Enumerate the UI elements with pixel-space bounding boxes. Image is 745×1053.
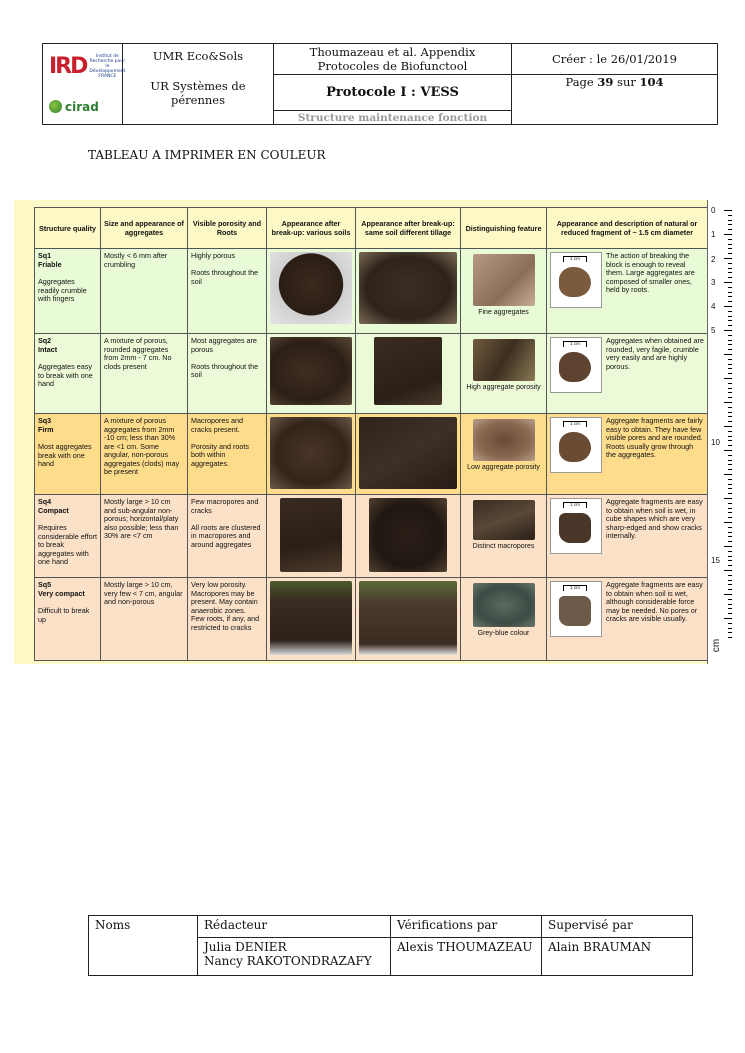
ruler-tick — [728, 277, 732, 278]
ruler-unit: cm — [711, 638, 723, 653]
ruler-tick — [728, 344, 732, 345]
author-names: Julia DENIER Nancy RAKOTONDRAZAFY — [198, 937, 391, 975]
ruler-tick — [728, 541, 732, 542]
ruler-tick — [728, 517, 732, 518]
ruler-tick — [728, 632, 732, 633]
photo-cell — [356, 495, 461, 578]
ruler-tick — [728, 464, 732, 465]
ruler-tick — [728, 584, 732, 585]
ruler-tick — [724, 474, 732, 475]
col-header: Appearance and description of natural or reduced fragment of ~ 1.5 cm diameter — [547, 208, 708, 249]
feature-cell: Low aggregate porosity — [461, 414, 547, 495]
ruler-tick — [728, 469, 732, 470]
ruler-tick — [728, 608, 732, 609]
ruler-tick — [724, 258, 732, 259]
ruler-tick — [724, 450, 732, 451]
ruler-tick — [724, 402, 732, 403]
ruler-tick — [724, 210, 732, 211]
ruler-tick — [728, 527, 732, 528]
size-cell: A mixture of porous aggregates from 2mm -10 cm; less than 30% are <1 cm. Some angular, non-porous aggregates (clods) may be present — [101, 414, 188, 495]
fragment-photo: 1 cm — [550, 498, 602, 554]
porosity-cell: Most aggregates are porous Roots throughout the soil — [188, 334, 267, 414]
ruler-tick — [728, 580, 732, 581]
table-row — [35, 495, 708, 578]
ruler-tick — [728, 253, 732, 254]
photo-cell — [356, 334, 461, 414]
feature-cell: Distinct macropores — [461, 495, 547, 578]
ruler-tick — [728, 512, 732, 513]
photo-cell — [267, 578, 356, 661]
ruler-label: 10 — [711, 438, 720, 447]
feature-cell: High aggregate porosity — [461, 334, 547, 414]
vess-chart — [14, 200, 710, 664]
feature-photo — [473, 419, 535, 461]
protocol-title: Protocole I : VESS — [274, 75, 512, 111]
soil-photo — [359, 417, 457, 489]
quality-cell: Sq2 Intact Aggregates easy to break with one hand — [35, 334, 101, 414]
ruler-tick — [728, 551, 732, 552]
ruler-tick — [728, 364, 732, 365]
ruler-tick — [724, 522, 732, 523]
col-header: Appearance after break-up: same soil different tillage — [356, 208, 461, 249]
vess-table — [34, 207, 708, 661]
ruler-tick — [728, 268, 732, 269]
ruler-tick — [728, 493, 732, 494]
porosity-cell: Macropores and cracks present. Porosity and roots both within aggregates. — [188, 414, 267, 495]
ruler-label: 5 — [711, 326, 716, 335]
ruler-tick — [728, 248, 732, 249]
ruler-tick — [724, 426, 732, 427]
ruler-tick — [728, 460, 732, 461]
units-cell — [123, 44, 274, 125]
table-row — [35, 414, 708, 495]
ruler-tick — [728, 335, 732, 336]
ruler-tick — [728, 445, 732, 446]
ruler-tick — [728, 296, 732, 297]
ruler-tick — [728, 575, 732, 576]
feature-cell: Grey-blue colour — [461, 578, 547, 661]
ruler-tick — [728, 272, 732, 273]
ruler-tick — [724, 618, 732, 619]
feature-photo — [473, 254, 535, 306]
ruler-tick — [728, 368, 732, 369]
ruler-tick — [728, 532, 732, 533]
ruler-tick — [728, 316, 732, 317]
ruler-tick — [728, 215, 732, 216]
ruler-tick — [728, 589, 732, 590]
signature-table — [88, 915, 693, 976]
ruler-tick — [728, 455, 732, 456]
fragment-photo: 1 cm — [550, 337, 602, 393]
ruler-label: 4 — [711, 302, 716, 311]
ruler-tick — [728, 488, 732, 489]
ruler-tick — [728, 301, 732, 302]
protocol-subtitle: Structure maintenance fonction — [274, 111, 512, 125]
col-header: Appearance after break-up: various soils — [267, 208, 356, 249]
description-cell: 1 cm Aggregate fragments are easy to obtain when soil is wet, in cube shapes which are very sharp-edged and show cracks internally. — [547, 495, 708, 578]
ruler-tick — [728, 292, 732, 293]
soil-photo — [374, 337, 443, 405]
reference-cell: Thoumazeau et al. Appendix Protocoles de Biofunctool — [274, 44, 512, 75]
ruler-tick — [728, 412, 732, 413]
photo-cell — [356, 578, 461, 661]
photo-cell — [267, 249, 356, 334]
feature-photo — [473, 583, 535, 627]
names-label: Noms — [89, 916, 198, 976]
ruler-tick — [728, 224, 732, 225]
col-header: Structure quality — [35, 208, 101, 249]
soil-photo — [280, 498, 342, 572]
ruler-tick — [728, 637, 732, 638]
col-header: Size and appearance of aggregates — [101, 208, 188, 249]
ruler-tick — [728, 503, 732, 504]
ruler-tick — [728, 440, 732, 441]
photo-cell — [267, 414, 356, 495]
quality-cell: Sq5 Very compact Difficult to break up — [35, 578, 101, 661]
table-row — [35, 578, 708, 661]
ruler-tick — [728, 359, 732, 360]
photo-cell — [356, 249, 461, 334]
ruler-label: 2 — [711, 255, 716, 264]
ird-logo: IRD Institut de Recherche pour le Développement FRANCE — [49, 53, 126, 80]
ruler-tick — [728, 508, 732, 509]
feature-cell: Fine aggregates — [461, 249, 547, 334]
supervisor-heading: Supervisé par — [542, 916, 693, 938]
porosity-cell: Few macropores and cracks All roots are clustered in macropores and around aggregates — [188, 495, 267, 578]
description-cell: 1 cm Aggregates when obtained are rounded, very fagile, crumble very easily and are highly porous. — [547, 334, 708, 414]
soil-photo — [359, 252, 457, 324]
logos-cell — [43, 44, 126, 125]
photo-cell — [267, 334, 356, 414]
soil-photo — [270, 337, 352, 405]
ruler-tick — [728, 484, 732, 485]
ruler-tick — [724, 498, 732, 499]
verifier-name: Alexis THOUMAZEAU — [391, 937, 542, 975]
table-row — [35, 334, 708, 414]
ruler-tick — [728, 320, 732, 321]
supervisor-name: Alain BRAUMAN — [542, 937, 693, 975]
ruler-tick — [724, 378, 732, 379]
ruler-tick — [728, 383, 732, 384]
ruler-tick — [728, 479, 732, 480]
ruler-tick — [724, 594, 732, 595]
description-cell: 1 cm The action of breaking the block is enough to reveal them. Large aggregates are composed of smaller ones, held by roots. — [547, 249, 708, 334]
table-row — [35, 249, 708, 334]
col-header: Visible porosity and Roots — [188, 208, 267, 249]
fragment-photo: 1 cm — [550, 417, 602, 473]
ruler-label: 1 — [711, 230, 716, 239]
ruler-tick — [728, 623, 732, 624]
quality-cell: Sq1 Friable Aggregates readily crumble with fingers — [35, 249, 101, 334]
ruler-tick — [728, 416, 732, 417]
author-heading: Rédacteur — [198, 916, 391, 938]
description-cell: 1 cm Aggregate fragments are fairly easy to obtain. They have few visible pores and are rounded. Roots usually grow through the aggregates. — [547, 414, 708, 495]
unit-ur: UR Systèmes de pérennes — [150, 79, 246, 107]
ruler-tick — [724, 282, 732, 283]
ruler-tick — [728, 599, 732, 600]
ruler-tick — [728, 407, 732, 408]
col-header: Distinguishing feature — [461, 208, 547, 249]
ruler-tick — [728, 340, 732, 341]
created-date: Créer : le 26/01/2019 — [512, 44, 718, 75]
soil-photo — [359, 581, 457, 655]
print-note: TABLEAU A IMPRIMER EN COULEUR — [88, 148, 326, 162]
soil-photo — [369, 498, 447, 572]
ruler-tick — [728, 421, 732, 422]
ruler-tick — [724, 330, 732, 331]
ruler-tick — [728, 604, 732, 605]
ruler-tick — [728, 263, 732, 264]
ruler-tick — [728, 349, 732, 350]
unit-umr: UMR Eco&Sols — [152, 49, 244, 63]
photo-cell — [267, 495, 356, 578]
porosity-cell: Very low porosity. Macropores may be present. May contain anaerobic zones. Few roots, if any, and restricted to cracks — [188, 578, 267, 661]
quality-cell: Sq3 Firm Most aggregates break with one hand — [35, 414, 101, 495]
fragment-photo: 1 cm — [550, 581, 602, 637]
ruler-label: 3 — [711, 278, 716, 287]
ruler-tick — [724, 306, 732, 307]
ruler-tick — [728, 239, 732, 240]
ruler-tick — [728, 220, 732, 221]
ruler-tick — [728, 397, 732, 398]
size-cell: A mixture of porous, rounded aggregates from 2mm - 7 cm. No clods present — [101, 334, 188, 414]
soil-photo — [270, 417, 352, 489]
ruler-label: 0 — [711, 206, 716, 215]
soil-photo — [270, 252, 352, 324]
feature-photo — [473, 500, 535, 540]
ruler-tick — [728, 436, 732, 437]
document-header — [42, 43, 718, 125]
ruler-tick — [728, 388, 732, 389]
ruler-tick — [728, 565, 732, 566]
centimeter-ruler — [707, 200, 732, 664]
ruler-tick — [728, 392, 732, 393]
soil-photo — [270, 581, 352, 655]
ruler-tick — [728, 556, 732, 557]
size-cell: Mostly < 6 mm after crumbling — [101, 249, 188, 334]
ruler-tick — [728, 613, 732, 614]
ruler-tick — [728, 373, 732, 374]
ruler-tick — [728, 431, 732, 432]
ruler-tick — [724, 570, 732, 571]
porosity-cell: Highly porous Roots throughout the soil — [188, 249, 267, 334]
ruler-tick — [728, 311, 732, 312]
size-cell: Mostly large > 10 cm, very few < 7 cm, angular and non-porous — [101, 578, 188, 661]
size-cell: Mostly large > 10 cm and sub-angular non-porous; horizontal/platy also possible; less than 30% are <7 cm — [101, 495, 188, 578]
ruler-tick — [724, 234, 732, 235]
ruler-label: 15 — [711, 556, 720, 565]
feature-photo — [473, 339, 535, 381]
ruler-tick — [728, 628, 732, 629]
ruler-tick — [728, 244, 732, 245]
ruler-tick — [728, 536, 732, 537]
description-cell: 1 cm Aggregate fragments are easy to obtain when soil is wet, although considerable force may be needed. No pores or cracks are visible usually. — [547, 578, 708, 661]
page-number: Page 39 sur 104 — [512, 75, 718, 125]
fragment-photo: 1 cm — [550, 252, 602, 308]
ruler-tick — [724, 354, 732, 355]
ruler-tick — [728, 325, 732, 326]
ruler-tick — [728, 229, 732, 230]
vess-header-row — [35, 208, 708, 249]
cirad-logo: cirad — [49, 100, 99, 114]
ruler-tick — [728, 560, 732, 561]
ruler-tick — [728, 287, 732, 288]
quality-cell: Sq4 Compact Requires considerable effort to break aggregates with one hand — [35, 495, 101, 578]
photo-cell — [356, 414, 461, 495]
verifier-heading: Vérifications par — [391, 916, 542, 938]
ruler-tick — [724, 546, 732, 547]
